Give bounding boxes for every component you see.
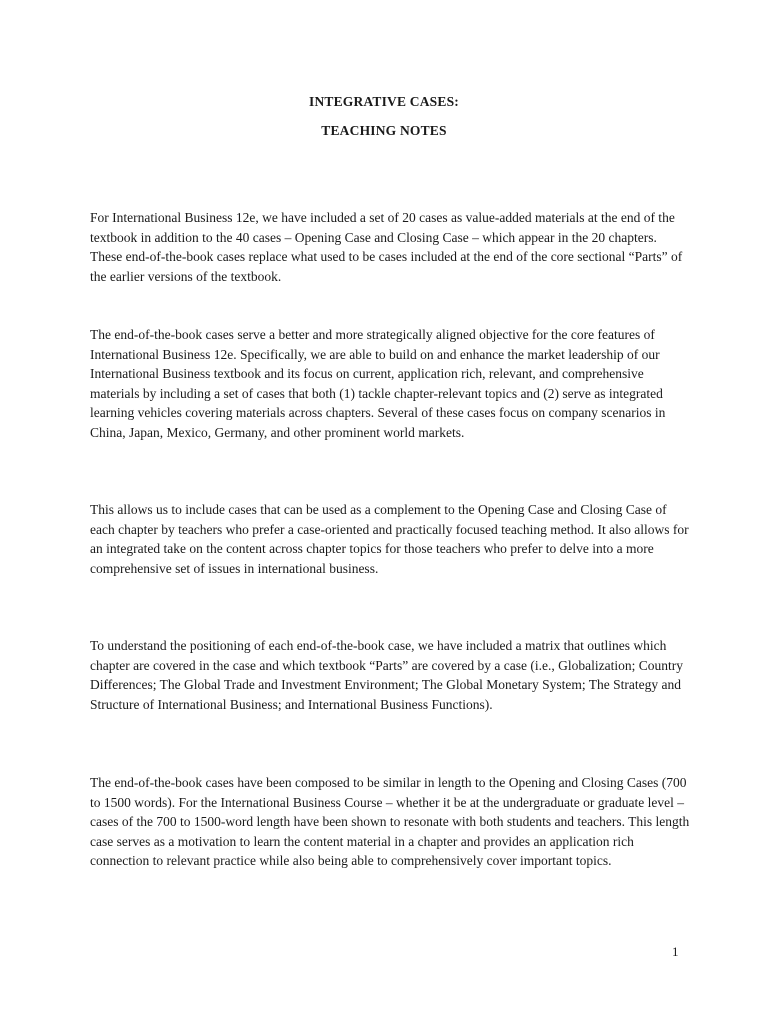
document-subtitle: TEACHING NOTES bbox=[321, 123, 447, 138]
page-number: 1 bbox=[672, 944, 679, 959]
paragraph-4: To understand the positioning of each end-of-the-book case, we have included a matrix that outlines which chapter are covered in the case and which textbook “Parts” are covered by a case (i.e., Globalization; Country Differences; The Global Trade and Investment Environment; The Global Monetary System; The Strategy and Structure of International Business; and International Business Functions). bbox=[90, 638, 683, 712]
paragraph-2: The end-of-the-book cases serve a better and more strategically aligned objective for the core features of International Business 12e. Specifically, we are able to build on and enhance the market leadership of our International Business textbook and its focus on current, application rich, relevant, and comprehensive materials by including a set of cases that both (1) tackle chapter-relevant topics and (2) serve as integrated learning vehicles covering materials across chapters. Several of these cases focus on company scenarios in China, Japan, Mexico, Germany, and other prominent world markets. bbox=[90, 327, 666, 440]
paragraph-1: For International Business 12e, we have included a set of 20 cases as value-added materials at the end of the textbook in addition to the 40 cases – Opening Case and Closing Case – which appear in the 20 chapters. These end-of-the-book cases replace what used to be cases included at the end of the core sectional “Parts” of the earlier versions of the textbook. bbox=[90, 210, 683, 284]
document-title: INTEGRATIVE CASES: bbox=[308, 94, 459, 109]
paragraph-5: The end-of-the-book cases have been composed to be similar in length to the Opening and Closing Cases (700 to 1500 words). For the International Business Course – whether it be at the undergraduate or graduate level – cases of the 700 to 1500-word length have been shown to resonate with both students and teachers. This length case serves as a motivation to learn the content material in a chapter and provides an application rich connection to relevant practice while also being able to comprehensively cover important topics. bbox=[90, 775, 690, 868]
paragraph-3: This allows us to include cases that can be used as a complement to the Opening Case and Closing Case of each chapter by teachers who prefer a case-oriented and practically focused teaching method. It also allows for an integrated take on the content across chapter topics for those teachers who prefer to delve into a more comprehensive set of issues in international business. bbox=[90, 502, 689, 576]
